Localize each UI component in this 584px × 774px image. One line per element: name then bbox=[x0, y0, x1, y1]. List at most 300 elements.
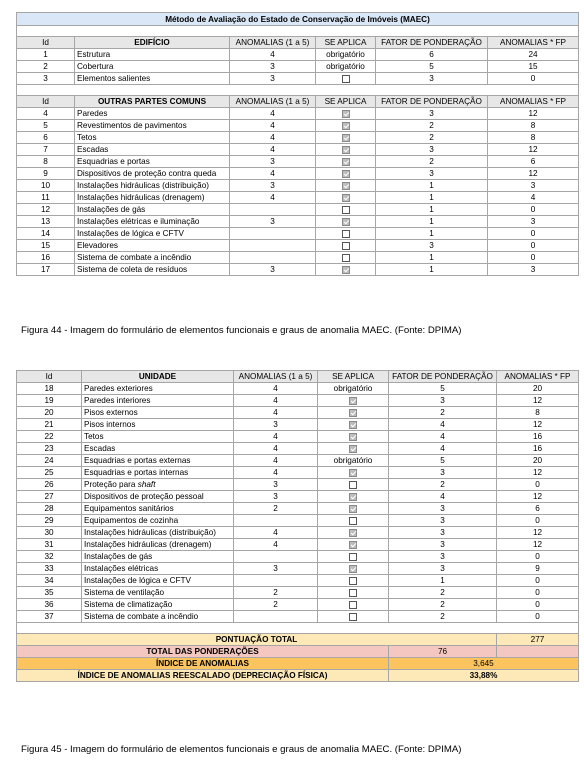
checkbox-unchecked-icon[interactable] bbox=[349, 589, 357, 597]
row-se-aplica bbox=[316, 216, 376, 228]
row-element-name-text: Instalações elétricas bbox=[84, 564, 159, 573]
checkbox-checked-icon[interactable] bbox=[349, 565, 357, 573]
table-row bbox=[17, 73, 579, 85]
maec-table-unidade bbox=[16, 370, 579, 682]
row-se-aplica bbox=[316, 144, 376, 156]
row-anomalias: 4 bbox=[230, 120, 316, 132]
spacer-cell bbox=[17, 85, 579, 96]
row-id: 27 bbox=[17, 491, 82, 503]
row-fator-ponderacao: 3 bbox=[376, 144, 488, 156]
row-se-aplica bbox=[318, 563, 389, 575]
row-anomalias-fp: 12 bbox=[488, 168, 579, 180]
row-se-aplica: obrigatório bbox=[318, 383, 389, 395]
checkbox-checked-icon[interactable] bbox=[342, 194, 350, 202]
checkbox-unchecked-icon[interactable] bbox=[349, 481, 357, 489]
row-anomalias: 4 bbox=[230, 192, 316, 204]
table-row bbox=[17, 503, 579, 515]
row-se-aplica bbox=[318, 515, 389, 527]
row-element-name bbox=[82, 527, 234, 539]
col-anomalias-header: ANOMALIAS (1 a 5) bbox=[230, 96, 316, 108]
row-element-name-text: Instalações hidráulicas (distribuição) bbox=[77, 181, 209, 190]
row-anomalias: 4 bbox=[234, 455, 318, 467]
table-row bbox=[17, 240, 579, 252]
row-se-aplica bbox=[318, 467, 389, 479]
table-header-row bbox=[17, 371, 579, 383]
row-se-aplica bbox=[318, 551, 389, 563]
table-row bbox=[17, 539, 579, 551]
checkbox-checked-icon[interactable] bbox=[349, 529, 357, 537]
row-anomalias-fp: 8 bbox=[497, 407, 579, 419]
row-element-name bbox=[75, 73, 230, 85]
checkbox-unchecked-icon[interactable] bbox=[349, 601, 357, 609]
row-id: 25 bbox=[17, 467, 82, 479]
pontuacao-total-row bbox=[17, 634, 579, 646]
pontuacao-total-label: PONTUAÇÃO TOTAL bbox=[17, 634, 497, 646]
row-se-aplica bbox=[316, 180, 376, 192]
row-id: 16 bbox=[17, 252, 75, 264]
checkbox-checked-icon[interactable] bbox=[349, 421, 357, 429]
row-se-aplica bbox=[316, 168, 376, 180]
row-fator-ponderacao: 3 bbox=[376, 168, 488, 180]
row-se-aplica bbox=[316, 264, 376, 276]
row-anomalias-fp: 20 bbox=[497, 383, 579, 395]
row-element-name bbox=[82, 539, 234, 551]
row-anomalias: 3 bbox=[234, 419, 318, 431]
spacer-row bbox=[17, 26, 579, 37]
table-row bbox=[17, 108, 579, 120]
row-anomalias: 4 bbox=[234, 431, 318, 443]
row-se-aplica bbox=[318, 419, 389, 431]
row-anomalias-fp: 8 bbox=[488, 132, 579, 144]
row-element-name bbox=[82, 587, 234, 599]
row-fator-ponderacao: 3 bbox=[389, 515, 497, 527]
row-anomalias-fp: 0 bbox=[497, 587, 579, 599]
indice-reescalado-value: 33,88% bbox=[389, 670, 579, 682]
row-anomalias-fp: 8 bbox=[488, 120, 579, 132]
row-anomalias: 4 bbox=[234, 443, 318, 455]
row-anomalias: 3 bbox=[234, 491, 318, 503]
checkbox-checked-icon[interactable] bbox=[349, 505, 357, 513]
row-id: 33 bbox=[17, 563, 82, 575]
row-element-name-text: Instalações elétricas e iluminação bbox=[77, 217, 200, 226]
col-fator-header: FATOR DE PONDERAÇÃO bbox=[376, 37, 488, 49]
row-anomalias-fp: 12 bbox=[497, 395, 579, 407]
row-element-name bbox=[75, 156, 230, 168]
row-anomalias-fp: 6 bbox=[497, 503, 579, 515]
row-anomalias-fp: 16 bbox=[497, 443, 579, 455]
row-element-name bbox=[75, 108, 230, 120]
row-fator-ponderacao: 2 bbox=[389, 587, 497, 599]
table-row bbox=[17, 49, 579, 61]
row-se-aplica bbox=[318, 491, 389, 503]
row-fator-ponderacao: 1 bbox=[376, 180, 488, 192]
row-id: 28 bbox=[17, 503, 82, 515]
row-element-name-text: Equipamentos de cozinha bbox=[84, 516, 179, 525]
row-fator-ponderacao: 2 bbox=[389, 479, 497, 491]
row-id: 34 bbox=[17, 575, 82, 587]
row-element-name bbox=[82, 551, 234, 563]
row-anomalias-fp: 3 bbox=[488, 180, 579, 192]
row-anomalias: 4 bbox=[230, 49, 316, 61]
row-anomalias: 4 bbox=[234, 527, 318, 539]
row-anomalias: 4 bbox=[230, 108, 316, 120]
table-row bbox=[17, 455, 579, 467]
maec-table-edificio bbox=[16, 12, 579, 276]
row-fator-ponderacao: 1 bbox=[376, 192, 488, 204]
row-anomalias-fp: 12 bbox=[488, 144, 579, 156]
table-row bbox=[17, 563, 579, 575]
row-id: 12 bbox=[17, 204, 75, 216]
table-row bbox=[17, 527, 579, 539]
row-anomalias-fp: 12 bbox=[497, 491, 579, 503]
row-se-aplica bbox=[316, 156, 376, 168]
checkbox-checked-icon[interactable] bbox=[349, 469, 357, 477]
row-id: 10 bbox=[17, 180, 75, 192]
row-element-name bbox=[82, 599, 234, 611]
row-id: 30 bbox=[17, 527, 82, 539]
row-element-name bbox=[82, 419, 234, 431]
row-element-name-text: Elementos salientes bbox=[77, 74, 151, 83]
row-element-name-italic: shaft bbox=[137, 480, 156, 489]
row-anomalias: 3 bbox=[230, 73, 316, 85]
row-se-aplica bbox=[318, 431, 389, 443]
row-se-aplica bbox=[318, 587, 389, 599]
row-fator-ponderacao: 4 bbox=[389, 431, 497, 443]
form-title: Método de Avaliação do Estado de Conservação de Imóveis (MAEC) bbox=[17, 13, 579, 26]
row-fator-ponderacao: 4 bbox=[389, 443, 497, 455]
row-anomalias-fp: 12 bbox=[497, 539, 579, 551]
row-anomalias: 2 bbox=[234, 503, 318, 515]
row-se-aplica: obrigatório bbox=[318, 455, 389, 467]
row-element-name bbox=[75, 204, 230, 216]
checkbox-checked-icon[interactable] bbox=[342, 170, 350, 178]
row-element-name-text: Paredes exteriores bbox=[84, 384, 153, 393]
table-row bbox=[17, 132, 579, 144]
row-fator-ponderacao: 3 bbox=[389, 503, 497, 515]
row-fator-ponderacao: 5 bbox=[389, 455, 497, 467]
row-anomalias-fp: 20 bbox=[497, 455, 579, 467]
table-row bbox=[17, 551, 579, 563]
row-fator-ponderacao: 3 bbox=[389, 551, 497, 563]
row-id: 5 bbox=[17, 120, 75, 132]
table-row bbox=[17, 228, 579, 240]
table-row bbox=[17, 467, 579, 479]
row-id: 19 bbox=[17, 395, 82, 407]
row-anomalias-fp: 3 bbox=[488, 216, 579, 228]
row-element-name bbox=[82, 395, 234, 407]
row-element-name bbox=[82, 443, 234, 455]
row-id: 1 bbox=[17, 49, 75, 61]
table-row bbox=[17, 156, 579, 168]
row-element-name-text: Sistema de climatização bbox=[84, 600, 173, 609]
row-element-name-text: Esquadrias e portas externas bbox=[84, 456, 191, 465]
row-fator-ponderacao: 1 bbox=[389, 575, 497, 587]
row-anomalias: 3 bbox=[230, 156, 316, 168]
row-element-name bbox=[75, 120, 230, 132]
row-element-name-text: Instalações hidráulicas (distribuição) bbox=[84, 528, 216, 537]
row-id: 36 bbox=[17, 599, 82, 611]
checkbox-checked-icon[interactable] bbox=[349, 493, 357, 501]
row-anomalias bbox=[230, 228, 316, 240]
row-element-name bbox=[75, 49, 230, 61]
row-se-aplica bbox=[316, 204, 376, 216]
row-anomalias: 4 bbox=[230, 168, 316, 180]
row-element-name bbox=[75, 192, 230, 204]
row-se-aplica bbox=[318, 503, 389, 515]
row-element-name-text: Tetos bbox=[84, 432, 104, 441]
table-header-row bbox=[17, 96, 579, 108]
col-id-header: Id bbox=[17, 371, 82, 383]
row-anomalias-fp: 0 bbox=[488, 204, 579, 216]
row-anomalias: 4 bbox=[234, 467, 318, 479]
row-se-aplica: obrigatório bbox=[316, 49, 376, 61]
empty-cell bbox=[497, 646, 579, 658]
checkbox-checked-icon[interactable] bbox=[342, 182, 350, 190]
row-element-name bbox=[82, 611, 234, 623]
row-se-aplica bbox=[318, 407, 389, 419]
row-fator-ponderacao: 3 bbox=[376, 108, 488, 120]
row-anomalias-fp: 12 bbox=[488, 108, 579, 120]
table-row bbox=[17, 491, 579, 503]
col-anomalias-header: ANOMALIAS (1 a 5) bbox=[230, 37, 316, 49]
row-element-name-text: Paredes interiores bbox=[84, 396, 151, 405]
row-element-name bbox=[82, 491, 234, 503]
row-element-name-text: Dispositivos de proteção pessoal bbox=[84, 492, 204, 501]
row-element-name bbox=[75, 61, 230, 73]
checkbox-unchecked-icon[interactable] bbox=[342, 230, 350, 238]
row-element-name-text: Tetos bbox=[77, 133, 97, 142]
row-anomalias: 3 bbox=[234, 563, 318, 575]
row-fator-ponderacao: 5 bbox=[389, 383, 497, 395]
checkbox-unchecked-icon[interactable] bbox=[349, 613, 357, 621]
row-fator-ponderacao: 2 bbox=[389, 407, 497, 419]
table-row bbox=[17, 192, 579, 204]
row-element-name bbox=[82, 431, 234, 443]
row-element-name bbox=[75, 168, 230, 180]
row-id: 29 bbox=[17, 515, 82, 527]
row-anomalias-fp: 9 bbox=[497, 563, 579, 575]
row-anomalias-fp: 15 bbox=[488, 61, 579, 73]
checkbox-unchecked-icon[interactable] bbox=[342, 206, 350, 214]
table-row bbox=[17, 252, 579, 264]
row-element-name-text: Paredes bbox=[77, 109, 108, 118]
checkbox-checked-icon[interactable] bbox=[342, 122, 350, 130]
checkbox-checked-icon[interactable] bbox=[342, 110, 350, 118]
row-se-aplica: obrigatório bbox=[316, 61, 376, 73]
table-row bbox=[17, 575, 579, 587]
row-fator-ponderacao: 6 bbox=[376, 49, 488, 61]
row-se-aplica bbox=[316, 252, 376, 264]
spacer-cell bbox=[17, 623, 579, 634]
row-anomalias-fp: 3 bbox=[488, 264, 579, 276]
table-row bbox=[17, 587, 579, 599]
table-row bbox=[17, 515, 579, 527]
row-element-name bbox=[75, 216, 230, 228]
table-row bbox=[17, 204, 579, 216]
row-fator-ponderacao: 2 bbox=[376, 120, 488, 132]
checkbox-unchecked-icon[interactable] bbox=[349, 577, 357, 585]
row-fator-ponderacao: 1 bbox=[376, 264, 488, 276]
row-se-aplica bbox=[316, 120, 376, 132]
row-anomalias-fp: 12 bbox=[497, 467, 579, 479]
row-anomalias-fp: 12 bbox=[497, 527, 579, 539]
pontuacao-total-value: 277 bbox=[497, 634, 579, 646]
col-anomalias-fp-header: ANOMALIAS * FP bbox=[488, 37, 579, 49]
row-id: 22 bbox=[17, 431, 82, 443]
row-fator-ponderacao: 2 bbox=[389, 611, 497, 623]
row-element-name-text: Esquadrias e portas internas bbox=[84, 468, 189, 477]
row-element-name-text: Instalações de gás bbox=[84, 552, 153, 561]
row-se-aplica bbox=[318, 443, 389, 455]
row-element-name-text: Instalações de lógica e CFTV bbox=[84, 576, 191, 585]
row-element-name-text: Sistema de combate a incêndio bbox=[77, 253, 192, 262]
row-element-name bbox=[75, 144, 230, 156]
table-row bbox=[17, 168, 579, 180]
row-anomalias bbox=[234, 551, 318, 563]
row-element-name-text: Pisos externos bbox=[84, 408, 138, 417]
col-unidade-header: UNIDADE bbox=[82, 371, 234, 383]
table-row bbox=[17, 419, 579, 431]
row-fator-ponderacao: 5 bbox=[376, 61, 488, 73]
table-row bbox=[17, 611, 579, 623]
row-element-name bbox=[75, 132, 230, 144]
col-anomalias-header: ANOMALIAS (1 a 5) bbox=[234, 371, 318, 383]
row-element-name bbox=[75, 240, 230, 252]
checkbox-unchecked-icon[interactable] bbox=[342, 75, 350, 83]
row-element-name bbox=[82, 407, 234, 419]
table-row bbox=[17, 264, 579, 276]
table-row bbox=[17, 443, 579, 455]
checkbox-unchecked-icon[interactable] bbox=[342, 254, 350, 262]
row-element-name bbox=[75, 252, 230, 264]
table-row bbox=[17, 395, 579, 407]
row-anomalias: 4 bbox=[234, 395, 318, 407]
checkbox-unchecked-icon[interactable] bbox=[342, 242, 350, 250]
figure-45-caption: Figura 45 - Imagem do formulário de elementos funcionais e graus de anomalia MAEC. (Fonte: DPIMA) bbox=[21, 744, 462, 755]
row-fator-ponderacao: 2 bbox=[376, 132, 488, 144]
row-id: 4 bbox=[17, 108, 75, 120]
table-header-row bbox=[17, 37, 579, 49]
col-anomalias-fp-header: ANOMALIAS * FP bbox=[497, 371, 579, 383]
total-ponderacoes-row bbox=[17, 646, 579, 658]
row-anomalias: 4 bbox=[230, 144, 316, 156]
row-anomalias bbox=[230, 204, 316, 216]
row-fator-ponderacao: 3 bbox=[376, 240, 488, 252]
total-ponderacoes-label: TOTAL DAS PONDERAÇÕES bbox=[17, 646, 389, 658]
row-element-name bbox=[75, 264, 230, 276]
row-fator-ponderacao: 2 bbox=[376, 156, 488, 168]
row-se-aplica bbox=[318, 539, 389, 551]
col-se-aplica-header: SE APLICA bbox=[318, 371, 389, 383]
row-anomalias: 4 bbox=[234, 383, 318, 395]
row-element-name bbox=[82, 479, 234, 491]
row-element-name-text: Instalações de gás bbox=[77, 205, 146, 214]
row-element-name-text: Sistema de combate a incêndio bbox=[84, 612, 199, 621]
row-id: 31 bbox=[17, 539, 82, 551]
checkbox-checked-icon[interactable] bbox=[349, 445, 357, 453]
checkbox-checked-icon[interactable] bbox=[342, 266, 350, 274]
row-element-name-text: Equipamentos sanitários bbox=[84, 504, 174, 513]
row-element-name bbox=[82, 455, 234, 467]
row-element-name-text: Sistema de ventilação bbox=[84, 588, 165, 597]
row-element-name-text: Estrutura bbox=[77, 50, 111, 59]
row-anomalias-fp: 0 bbox=[488, 73, 579, 85]
row-se-aplica bbox=[318, 575, 389, 587]
checkbox-checked-icon[interactable] bbox=[349, 433, 357, 441]
row-id: 18 bbox=[17, 383, 82, 395]
row-anomalias bbox=[234, 575, 318, 587]
row-fator-ponderacao: 4 bbox=[389, 419, 497, 431]
checkbox-unchecked-icon[interactable] bbox=[349, 553, 357, 561]
row-element-name-text: Proteção para bbox=[84, 480, 138, 489]
col-se-aplica-header: SE APLICA bbox=[316, 37, 376, 49]
row-fator-ponderacao: 2 bbox=[389, 599, 497, 611]
row-id: 15 bbox=[17, 240, 75, 252]
row-anomalias: 2 bbox=[234, 587, 318, 599]
col-se-aplica-header: SE APLICA bbox=[316, 96, 376, 108]
row-anomalias: 2 bbox=[234, 599, 318, 611]
col-edificio-header: EDIFÍCIO bbox=[75, 37, 230, 49]
table-row bbox=[17, 144, 579, 156]
checkbox-unchecked-icon[interactable] bbox=[349, 517, 357, 525]
table-row bbox=[17, 61, 579, 73]
row-se-aplica bbox=[318, 527, 389, 539]
table-row bbox=[17, 599, 579, 611]
col-outras-partes-header: OUTRAS PARTES COMUNS bbox=[75, 96, 230, 108]
row-se-aplica bbox=[316, 132, 376, 144]
row-id: 26 bbox=[17, 479, 82, 491]
table-row bbox=[17, 407, 579, 419]
checkbox-checked-icon[interactable] bbox=[342, 146, 350, 154]
checkbox-checked-icon[interactable] bbox=[349, 541, 357, 549]
indice-anomalias-value: 3,645 bbox=[389, 658, 579, 670]
total-ponderacoes-value: 76 bbox=[389, 646, 497, 658]
col-id-header: Id bbox=[17, 37, 75, 49]
row-fator-ponderacao: 1 bbox=[376, 204, 488, 216]
checkbox-checked-icon[interactable] bbox=[342, 134, 350, 142]
row-id: 9 bbox=[17, 168, 75, 180]
spacer-row bbox=[17, 623, 579, 634]
row-id: 23 bbox=[17, 443, 82, 455]
row-anomalias-fp: 16 bbox=[497, 431, 579, 443]
row-id: 13 bbox=[17, 216, 75, 228]
row-anomalias: 3 bbox=[230, 264, 316, 276]
row-anomalias-fp: 0 bbox=[497, 479, 579, 491]
checkbox-checked-icon[interactable] bbox=[342, 218, 350, 226]
row-anomalias: 4 bbox=[234, 407, 318, 419]
row-id: 2 bbox=[17, 61, 75, 73]
row-element-name-text: Escadas bbox=[77, 145, 109, 154]
checkbox-checked-icon[interactable] bbox=[349, 397, 357, 405]
row-element-name-text: Dispositivos de proteção contra queda bbox=[77, 169, 217, 178]
row-id: 11 bbox=[17, 192, 75, 204]
row-se-aplica bbox=[318, 479, 389, 491]
row-anomalias: 4 bbox=[230, 132, 316, 144]
indice-reescalado-row bbox=[17, 670, 579, 682]
table-row bbox=[17, 216, 579, 228]
row-se-aplica bbox=[318, 611, 389, 623]
row-element-name bbox=[82, 383, 234, 395]
row-id: 6 bbox=[17, 132, 75, 144]
row-anomalias-fp: 0 bbox=[488, 252, 579, 264]
row-fator-ponderacao: 3 bbox=[376, 73, 488, 85]
row-id: 21 bbox=[17, 419, 82, 431]
row-anomalias-fp: 0 bbox=[497, 575, 579, 587]
checkbox-checked-icon[interactable] bbox=[349, 409, 357, 417]
table-row bbox=[17, 431, 579, 443]
checkbox-checked-icon[interactable] bbox=[342, 158, 350, 166]
row-anomalias-fp: 12 bbox=[497, 419, 579, 431]
